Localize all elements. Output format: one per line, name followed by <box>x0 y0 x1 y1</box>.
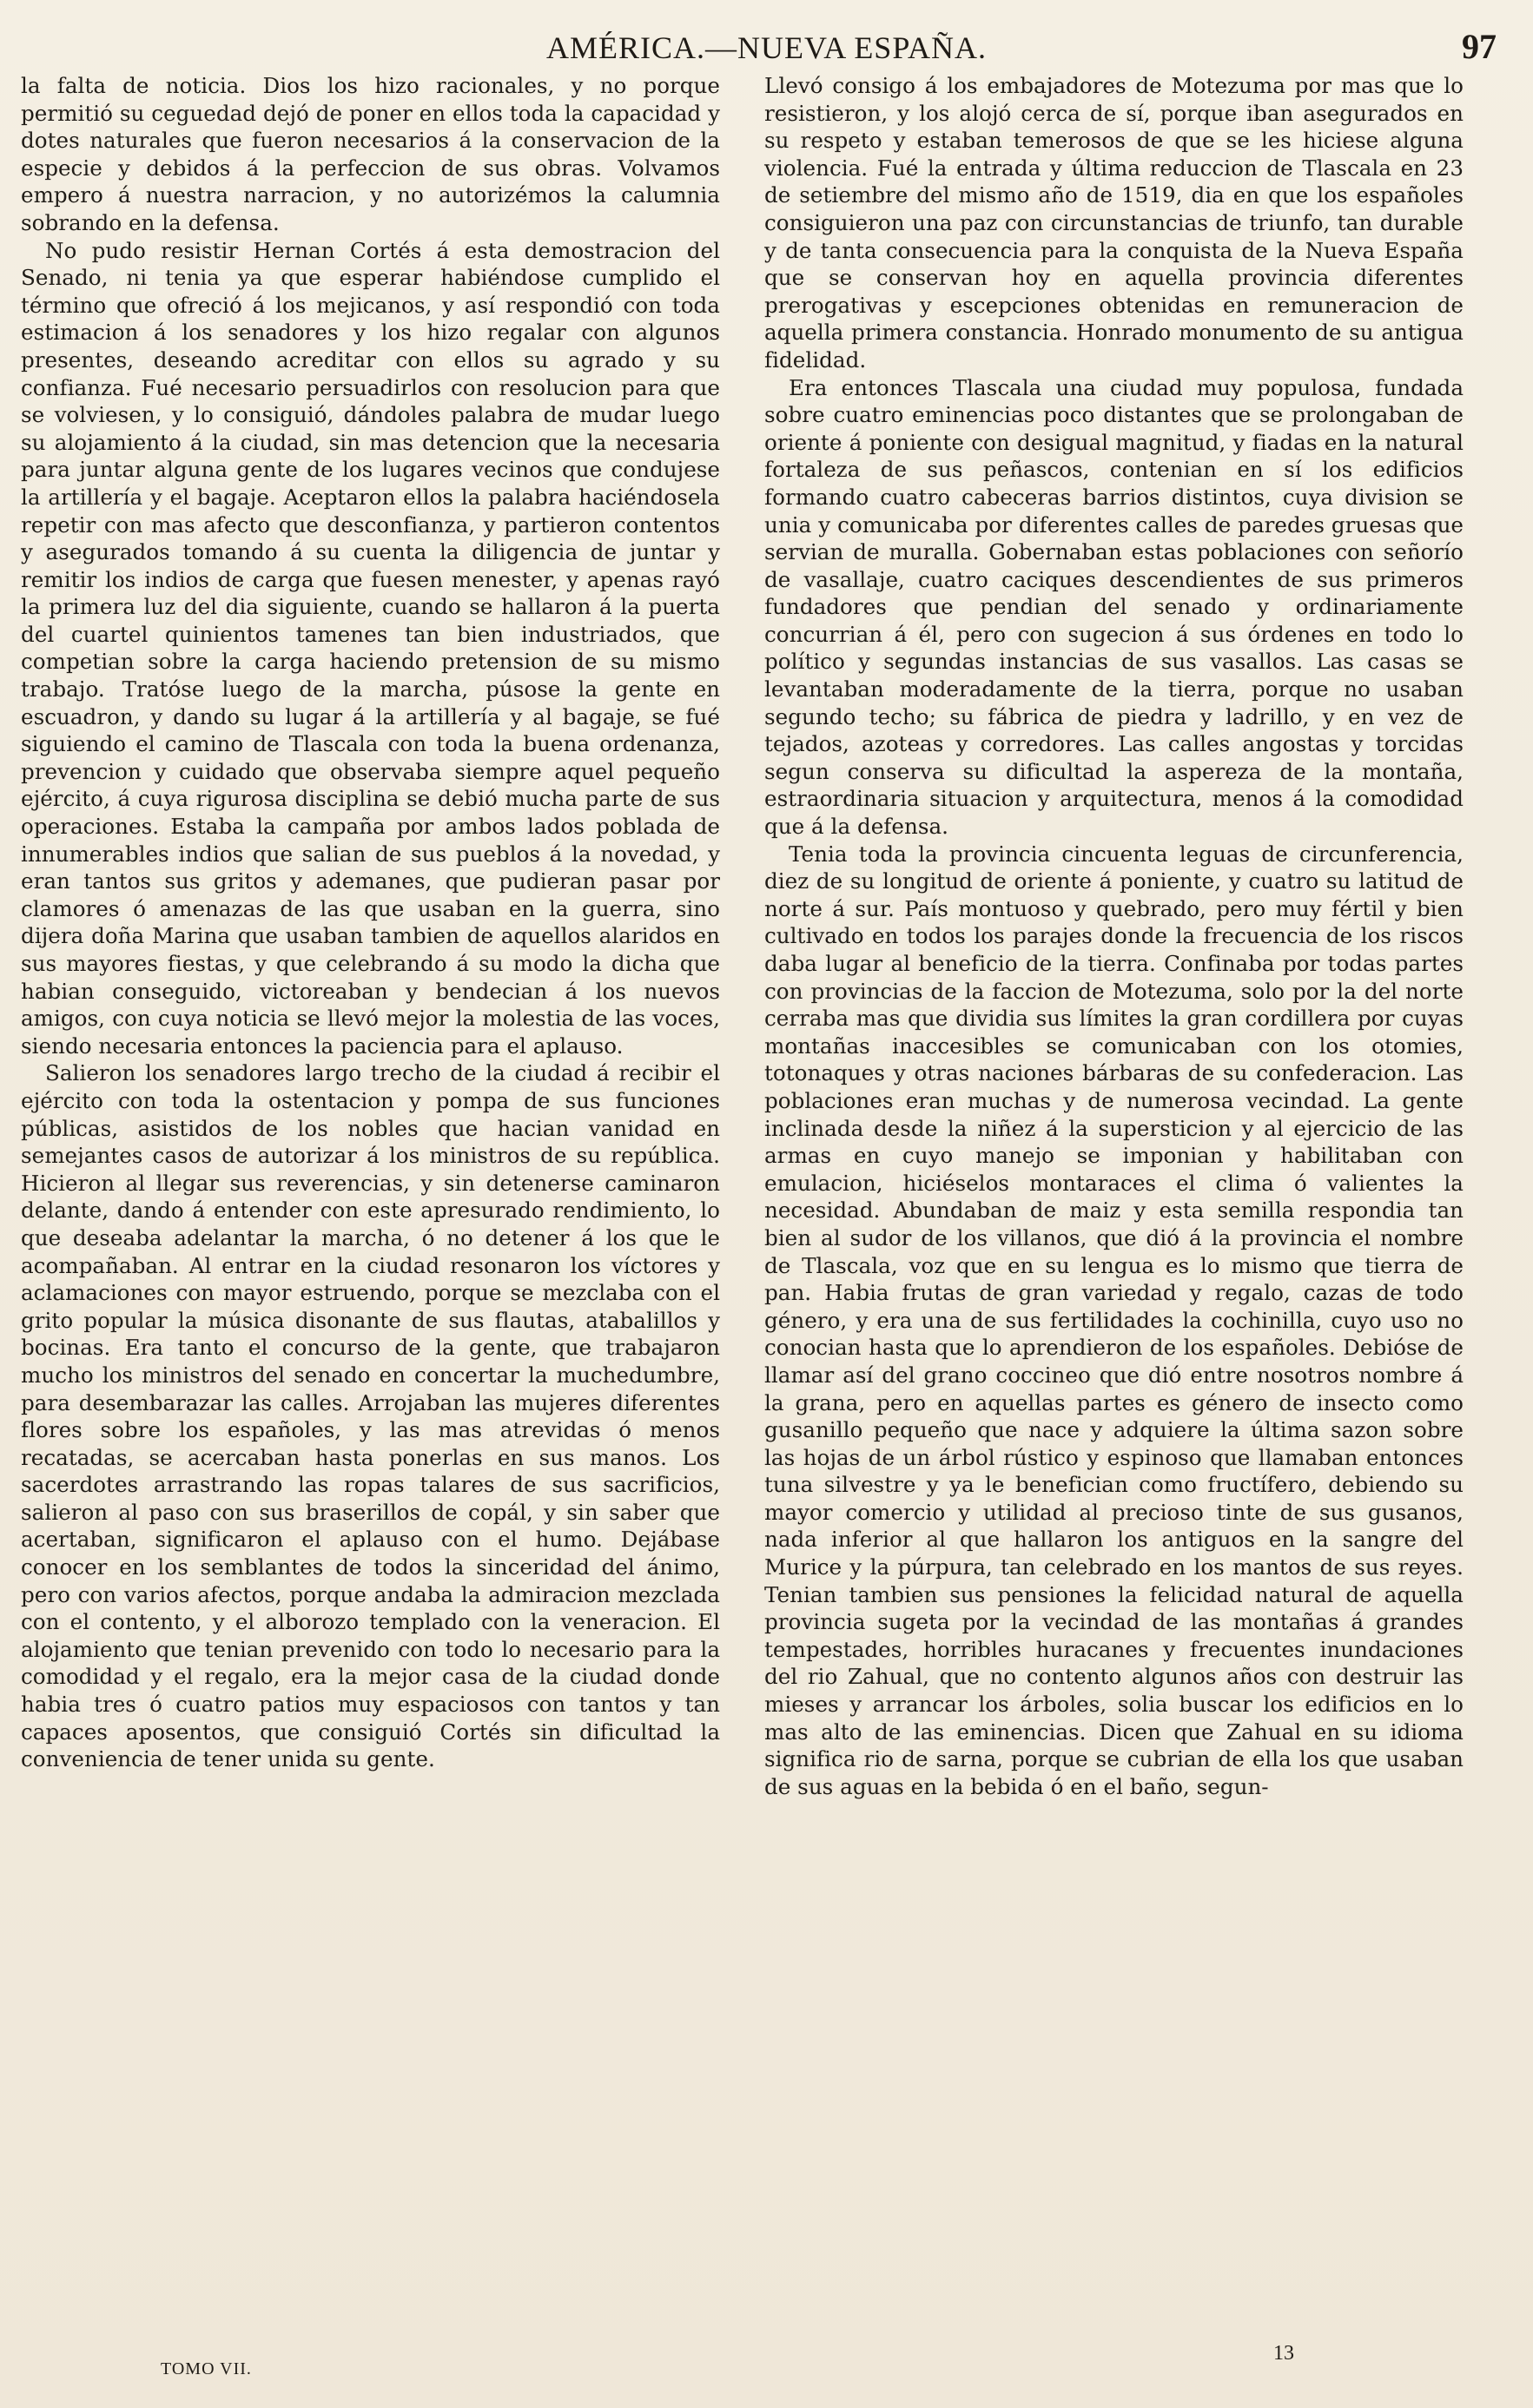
right-paragraph-1: Llevó consigo á los embajadores de Motezuma por mas que lo resistieron, y los alojó cerca de sí, porque iban asegurados en su respeto y estaban temerosos de que se les hiciese alguna violencia. Fué la entrada y última reduccion de Tlascala en 23 de setiembre del mismo año de 1519, dia en que los españoles consiguieron una paz con circunstancias de triunfo, tan durable y de tanta consecuencia para la conquista de la Nueva España que se conservan hoy en aquella provincia diferentes prerogativas y escepciones obtenidas en remuneracion de aquella primera constancia. Honrado monumento de su antigua fidelidad. <box>764 73 1464 373</box>
volume-footer: TOMO VII. <box>161 2359 252 2378</box>
right-paragraph-3: Tenia toda la provincia cincuenta leguas de circunferencia, diez de su longitud de oriente á poniente, y cuatro su latitud de norte á sur. País montuoso y quebrado, pero muy fértil y bien cultivado en todos los parajes donde la frecuencia de los riscos daba lugar al beneficio de la tierra. Confinaba por todas partes con provincias de la faccion de Motezuma, solo por la del norte cerraba mas que dividia sus límites la gran cordillera por cuyas montañas inaccesibles se comunicaban con los otomies, totonaques y otras naciones bárbaras de su confederacion. Las poblaciones eran muchas y de numerosa vecindad. La gente inclinada desde la niñez á la supersticion y al ejercicio de las armas en cuyo manejo se imponian y habilitaban con emulacion, hiciéselos montaraces el clima ó valientes la necesidad. Abundaban de maiz y esta semilla respondia tan bien al sudor de los villanos, que dió á la provincia el nombre de Tlascala, voz que en su lengua es lo mismo que tierra de pan. Habia frutas de gran variedad y regalo, cazas de todo género, y era una de sus fertilidades la cochinilla, cuyo uso no conocian hasta que lo aprendieron de los españoles. Debióse de llamar así del grano coccineo que dió entre nosotros nombre á la grana, pero en aquellas partes es género de insecto como gusanillo pequeño que nace y adquiere la última sazon sobre las hojas de un árbol rústico y espinoso que llamaban entonces tuna silvestre y ya le benefician como fructífero, debiendo su mayor comercio y utilidad al precioso tinte de sus gusanos, nada inferior al que hallaron los antiguos en la sangre del Murice y la púrpura, tan celebrado en los mantos de sus reyes. Tenian tambien sus pensiones la felicidad natural de aquella provincia sugeta por la vecindad de las montañas á grandes tempestades, horribles huracanes y frecuentes inundaciones del rio Zahual, que no contento algunos años con destruir las mieses y arrancar los árboles, solia buscar los edificios en lo mas alto de las eminencias. Dicen que Zahual en su idioma significa rio de sarna, porque se cubrian de ella los que usaban de sus aguas en la bebida ó en el baño, segun- <box>764 841 1464 1799</box>
right-column <box>764 72 1464 1800</box>
page-number: 97 <box>1462 27 1497 66</box>
left-column <box>21 72 720 1773</box>
page-header <box>0 23 1533 73</box>
left-paragraph-2: No pudo resistir Hernan Cortés á esta demostracion del Senado, ni tenia ya que esperar habiéndose cumplido el término que ofreció á los mejicanos, y así respondió con toda estimacion á los senadores y los hizo regalar con algunos presentes, deseando acreditar con ellos su agrado y su confianza. Fué necesario persuadirlos con resolucion para que se volviesen, y lo consiguió, dándoles palabra de mudar luego su alojamiento á la ciudad, sin mas detencion que la necesaria para juntar alguna gente de los lugares vecinos que condujese la artillería y el bagaje. Aceptaron ellos la palabra haciéndosela repetir con mas afecto que desconfianza, y partieron contentos y asegurados tomando á su cuenta la diligencia de juntar y remitir los indios de carga que fuesen menester, y apenas rayó la primera luz del dia siguiente, cuando se hallaron á la puerta del cuartel quinientos tamenes tan bien industriados, que competian sobre la carga haciendo pretension de su mismo trabajo. Tratóse luego de la marcha, púsose la gente en escuadron, y dando su lugar á la artillería y al bagaje, se fué siguiendo el camino de Tlascala con toda la buena ordenanza, prevencion y cuidado que observaba siempre aquel pequeño ejército, á cuya rigurosa disciplina se debió mucha parte de sus operaciones. Estaba la campaña por ambos lados poblada de innumerables indios que salian de sus pueblos á la novedad, y eran tantos sus gritos y ademanes, que pudieran pasar por clamores ó amenazas de las que usaban en la guerra, sino dijera doña Marina que usaban tambien de aquellos alaridos en sus mayores fiestas, y que celebrando á su modo la dicha que habian conseguido, victoreaban y bendecian á los nuevos amigos, con cuya noticia se llevó mejor la molestia de las voces, siendo necesaria entonces la paciencia para el aplauso. <box>21 237 720 1059</box>
signature-number: 13 <box>1273 2342 1294 2365</box>
left-paragraph-1: la falta de noticia. Dios los hizo racionales, y no porque permitió su ceguedad dejó de poner en ellos toda la capacidad y dotes naturales que fueron necesarios á la conservacion de la especie y debidos á la perfeccion de sus obras. Volvamos empero á nuestra narracion, y no autorizémos la calumnia sobrando en la defensa. <box>21 73 720 235</box>
right-paragraph-2: Era entonces Tlascala una ciudad muy populosa, fundada sobre cuatro eminencias poco distantes que se prolongaban de oriente á poniente con desigual magnitud, y fiadas en la natural fortaleza de sus peñascos, contenian en sí los edificios formando cuatro cabeceras barrios distintos, cuya division se unia y comunicaba por diferentes calles de paredes gruesas que servian de muralla. Gobernaban estas poblaciones con señorío de vasallaje, cuatro caciques descendientes de sus primeros fundadores que pendian del senado y ordinariamente concurrian á él, pero con sugecion á sus órdenes en todo lo político y segundas instancias de sus vasallos. Las casas se levantaban moderadamente de la tierra, porque no usaban segundo techo; su fábrica de piedra y ladrillo, y en vez de tejados, azoteas y corredores. Las calles angostas y torcidas segun conserva su dificultad la aspereza de la montaña, estraordinaria situacion y arquitectura, menos á la comodidad que á la defensa. <box>764 374 1464 840</box>
left-paragraph-3: Salieron los senadores largo trecho de la ciudad á recibir el ejército con toda la ostentacion y pompa de sus funciones públicas, asistidos de los nobles que hacian vanidad en semejantes casos de autorizar á los ministros de su república. Hicieron al llegar sus reverencias, y sin detenerse caminaron delante, dando á entender con este apresurado rendimiento, lo que deseaba adelantar la marcha, ó no detener á los que le acompañaban. Al entrar en la ciudad resonaron los víctores y aclamaciones con mayor estruendo, porque se mezclaba con el grito popular la música disonante de sus flautas, atabalillos y bocinas. Era tanto el concurso de la gente, que trabajaron mucho los ministros del senado en concertar la muchedumbre, para desembarazar las calles. Arrojaban las mujeres diferentes flores sobre los españoles, y las mas atrevidas ó menos recatadas, se acercaban hasta ponerlas en sus manos. Los sacerdotes arrastrando las ropas talares de sus sacrificios, salieron al paso con sus braserillos de copál, y sin saber que acertaban, significaron el aplauso con el humo. Dejábase conocer en los semblantes de todos la sinceridad del ánimo, pero con varios afectos, porque andaba la admiracion mezclada con el contento, y el alborozo templado con la veneracion. El alojamiento que tenian prevenido con todo lo necesario para la comodidad y el regalo, era la mejor casa de la ciudad donde habia tres ó cuatro patios muy espaciosos con tantos y tan capaces aposentos, que consiguió Cortés sin dificultad la conveniencia de tener unida su gente. <box>21 1060 720 1772</box>
running-title: AMÉRICA.—NUEVA ESPAÑA. <box>545 30 988 65</box>
